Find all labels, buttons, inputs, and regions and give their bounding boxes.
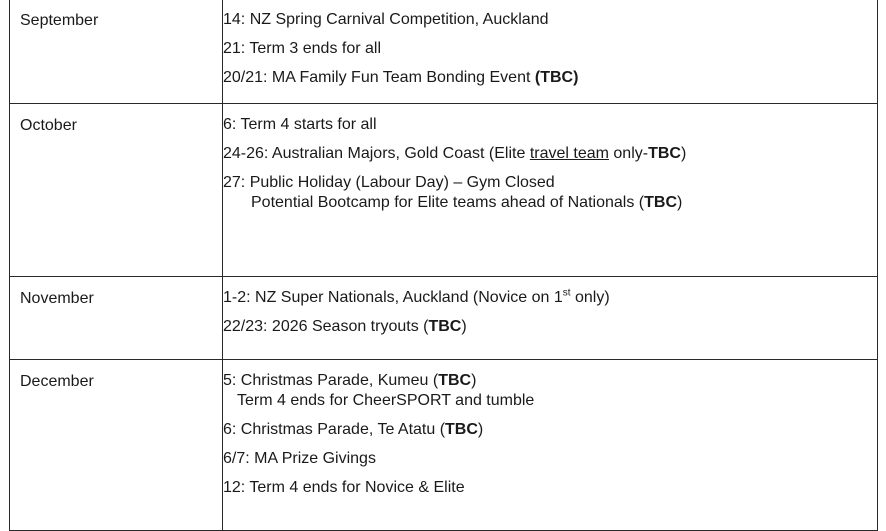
- calendar-table: [9, 0, 878, 531]
- event-line: 6: Christmas Parade, Te Atatu (TBC): [223, 421, 484, 438]
- event-line: 6: Term 4 starts for all: [223, 116, 377, 133]
- tbc-label: TBC: [445, 421, 478, 438]
- table-row: [10, 277, 878, 360]
- tbc-label: TBC: [648, 145, 681, 162]
- event-line: 22/23: 2026 Season tryouts (TBC): [223, 318, 467, 335]
- underlined-text: travel team: [529, 145, 609, 162]
- month-label: November: [20, 290, 94, 307]
- tbc-label: TBC: [438, 372, 472, 389]
- tbc-label: (TBC): [534, 69, 579, 86]
- tbc-label: TBC: [428, 318, 462, 335]
- event-line: 21: Term 3 ends for all: [223, 40, 382, 57]
- event-line: 6/7: MA Prize Givings: [223, 450, 376, 467]
- event-subline: Term 4 ends for CheerSPORT and tumble: [237, 392, 535, 409]
- month-label: December: [20, 373, 94, 390]
- events-cell: [223, 0, 878, 104]
- event-line: 5: Christmas Parade, Kumeu (TBC) Term 4 ends for CheerSPORT and tumble: [223, 371, 877, 411]
- events-cell: [223, 277, 878, 360]
- event-subline: Potential Bootcamp for Elite teams ahead of Nationals (TBC): [251, 194, 683, 211]
- event-line: 20/21: MA Family Fun Team Bonding Event (TBC): [223, 69, 579, 86]
- month-label: October: [20, 117, 77, 134]
- table-row: [10, 104, 878, 277]
- event-line: 12: Term 4 ends for Novice & Elite: [223, 479, 465, 496]
- month-cell: [10, 0, 223, 104]
- event-line: 24-26: Australian Majors, Gold Coast (Elite travel team only-TBC): [223, 145, 687, 162]
- event-line: 14: NZ Spring Carnival Competition, Auckland: [223, 11, 549, 28]
- event-line: 1-2: NZ Super Nationals, Auckland (Novice on 1st only): [223, 287, 610, 306]
- month-cell: [10, 360, 223, 531]
- event-line: 27: Public Holiday (Labour Day) – Gym Closed Potential Bootcamp for Elite teams ahead of Nationals (TBC): [223, 173, 877, 213]
- month-label: September: [20, 12, 99, 29]
- events-cell: [223, 360, 878, 531]
- month-cell: [10, 277, 223, 360]
- table-row: [10, 360, 878, 531]
- ordinal-superscript: st: [562, 287, 571, 299]
- month-cell: [10, 104, 223, 277]
- events-cell: [223, 104, 878, 277]
- table-row: [10, 0, 878, 104]
- tbc-label: TBC: [644, 194, 677, 211]
